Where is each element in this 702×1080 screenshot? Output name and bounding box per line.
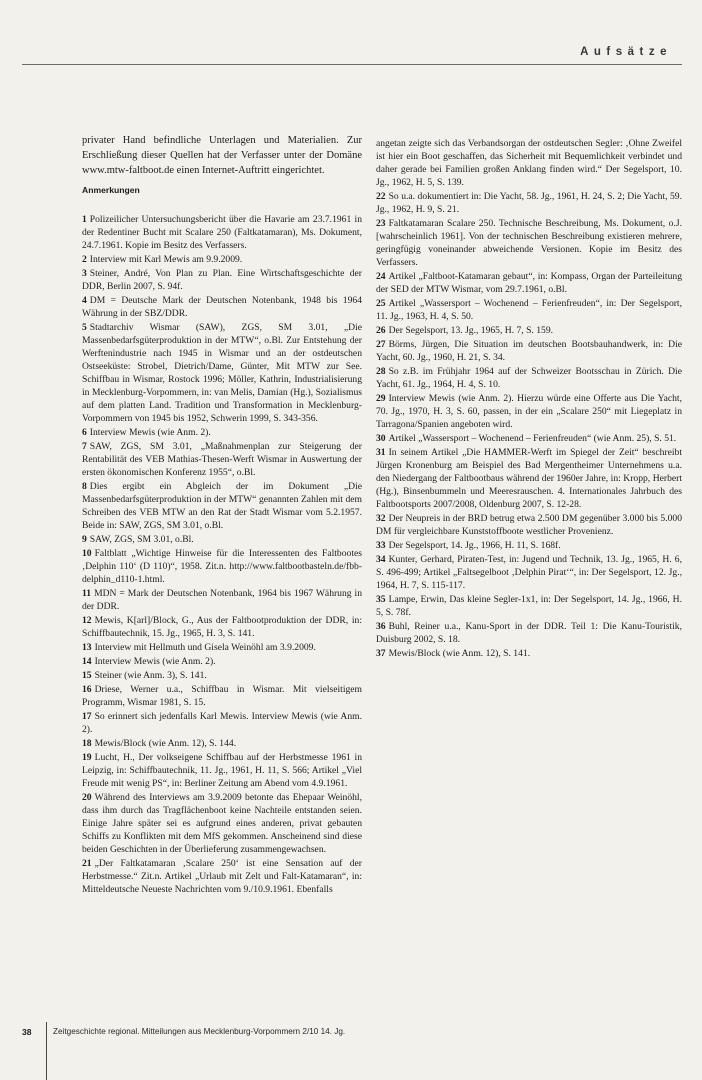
footnote-number: 22 xyxy=(376,191,386,202)
footnote xyxy=(376,190,682,216)
footnote xyxy=(376,539,682,552)
footnote-number: 26 xyxy=(376,325,386,336)
footnote-text: Der Neupreis in der BRD betrug etwa 2.500 DM gegenüber 3.000 bis 5.000 DM für vergleichbare Kunststoffboote westlicher Provenienz. xyxy=(376,513,682,537)
footnote xyxy=(82,614,362,640)
footnote xyxy=(82,683,362,709)
footnote-text: Buhl, Reiner u.a., Kanu-Sport in der DDR. Teil 1: Die Kanu-Touristik, Duisburg 2002, S. 18. xyxy=(376,621,682,645)
footnote xyxy=(376,392,682,431)
notes-list-left xyxy=(82,213,362,896)
footnote-number: 15 xyxy=(82,670,92,682)
footnote xyxy=(82,641,362,654)
footnote-number: 14 xyxy=(82,656,92,668)
footnote-number: 28 xyxy=(376,366,386,377)
footnote-number: 33 xyxy=(376,540,386,551)
footnote-text: Steiner (wie Anm. 3), S. 141. xyxy=(94,670,207,682)
footnote-text: Der Segelsport, 14. Jg., 1966, H. 11, S. 168f. xyxy=(388,540,561,551)
footnote-text: Faltkatamaran Scalare 250. Technische Beschreibung, Ms. Dokument, o.J. [wahrscheinlich 1961]. Von der technischen Beschreibung existieren mehrere, geringfügig voneinander abweichende Versionen. Kopie im Besitz des Verfassers. xyxy=(376,218,682,268)
footnote-number: 20 xyxy=(82,792,92,804)
right-column xyxy=(376,137,682,661)
footnote xyxy=(82,737,362,750)
footnote-text: Steiner, André, Von Plan zu Plan. Eine Wirtschaftsgeschichte der DDR, Berlin 2007, S. 94f. xyxy=(82,268,362,293)
footnote-text: „Der Faltkatamaran ‚Scalare 250‘ ist eine Sensation auf der Herbstmesse.“ Zit.n. Artikel „Urlaub mit Zelt und Falt-Katamaran“, in: Mitteldeutsche Neueste Nachrichten vom 9./10.9.1961. Ebenfalls xyxy=(82,858,362,896)
footnote xyxy=(376,620,682,646)
footnote-text: DM = Deutsche Mark der Deutschen Notenbank, 1948 bis 1964 Währung in der SBZ/DDR. xyxy=(82,295,362,320)
footnote-text: So u.a. dokumentiert in: Die Yacht, 58. Jg., 1961, H. 24, S. 2; Die Yacht, 59. Jg., 1962, H. 9, S. 21. xyxy=(376,191,682,215)
footnote-number: 10 xyxy=(82,548,92,560)
footnote-text: Lucht, H., Der volkseigene Schiffbau auf der Herbstmesse 1961 in Leipzig, in: Schiffbautechnik, 11. Jg., 1961, H. 11, S. 566; Artikel „Viel Freude mit wenig PS“, in: Berliner Zeitung am Abend vom 4.9.1961. xyxy=(82,752,362,790)
footnote xyxy=(376,512,682,538)
footnote-text: Während des Interviews am 3.9.2009 betonte das Ehepaar Weinöhl, dass ihm durch das Tragflächenboot keine Nachteile entstanden seien. Einige Jahre später sei es aufgrund eines anderen, privat gebauten Schiffs zu Konflikten mit dem MfS gekommen. Anscheinend sind diese beiden Geschichten in der Überlieferung zusammengewachsen. xyxy=(82,792,362,856)
note-continuation: angetan zeigte sich das Verbandsorgan der ostdeutschen Segler: ‚Ohne Zweifel ist hier ein Boot geschaffen, das Sicherheit mit Bequemlichkeit verbindet und daher gerade bei Familien großen Anklang finden wird.“ Der Segelsport, 10. Jg., 1962, H. 5, S. 139. xyxy=(376,138,682,188)
footnote xyxy=(376,324,682,337)
footnote-text: Interview mit Karl Mewis am 9.9.2009. xyxy=(89,254,243,266)
footnote-number: 2 xyxy=(82,254,87,266)
footnote xyxy=(82,710,362,736)
footnote-text: Interview mit Hellmuth und Gisela Weinöhl am 3.9.2009. xyxy=(94,642,316,654)
footnote xyxy=(82,669,362,682)
footnote-number: 34 xyxy=(376,554,386,565)
footnote-number: 24 xyxy=(376,271,386,282)
footnote xyxy=(82,791,362,856)
footnote-number: 31 xyxy=(376,447,386,458)
footnote xyxy=(376,365,682,391)
footnote-number: 9 xyxy=(82,534,87,546)
footnote xyxy=(82,480,362,532)
footnote-number: 25 xyxy=(376,298,386,309)
footnote-number: 23 xyxy=(376,218,386,229)
footnote-text: SAW, ZGS, SM 3.01, „Maßnahmenplan zur Steigerung der Rentabilität des VEB Mathias-Thesen-Werft Wismar in Auswertung der ersten ökonomischen Konferenz 1955“, o.Bl. xyxy=(82,441,362,479)
footnote xyxy=(82,547,362,586)
footnote xyxy=(376,446,682,511)
footnote-number: 19 xyxy=(82,752,92,764)
footnote xyxy=(82,426,362,439)
footnote-text: Mewis/Block (wie Anm. 12), S. 141. xyxy=(388,648,531,659)
footnote xyxy=(82,587,362,613)
footnote-text: MDN = Mark der Deutschen Notenbank, 1964 bis 1967 Währung in der DDR. xyxy=(82,588,362,613)
footnote xyxy=(376,338,682,364)
footnote-text: Dies ergibt ein Abgleich der im Dokument „Die Massenbedarfsgüterproduktion in der MTW“ genannten Zahlen mit dem Schreiben des VEB MTW an den Rat der Stadt Wismar vom 5.2.1957. Beide in: SAW, ZGS, SM 3.01, o.Bl. xyxy=(82,481,362,532)
footnote-number: 5 xyxy=(82,322,87,334)
footnote xyxy=(82,321,362,425)
footnote-number: 32 xyxy=(376,513,386,524)
footnote-text: Stadtarchiv Wismar (SAW), ZGS, SM 3.01, „Die Massenbedarfsgüterproduktion in der MTW“, o.Bl. Zur Entstehung der Werftenindustrie nach 1945 in Wismar und an der ostdeutschen Ostseeküste: Strobel, Dietrich/Dame, Günter, Mit MTW zur See. Schiffbau in Wismar, Rostock 1996; Möller, Kathrin, Industrialisierung in Mecklenburg-Vorpommern, in: van Melis, Damian (Hg.), Sozialismus auf dem platten Land. Tradition und Transformation in Mecklenburg-Vorpommern von 1945 bis 1952, Schwerin 1999, S. 343-356. xyxy=(82,322,362,425)
footnote-text: Artikel „Wassersport – Wochenend – Ferienfreuden“, in: Der Segelsport, 11. Jg., 1963, H. 4, S. 50. xyxy=(376,298,682,322)
footnote-text: Artikel „Faltboot-Katamaran gebaut“, in: Kompass, Organ der Parteileitung der SED der MTW Wismar, vom 29.7.1961, o.Bl. xyxy=(376,271,682,295)
footnote-number: 13 xyxy=(82,642,92,654)
footnote xyxy=(82,533,362,546)
footnote xyxy=(376,270,682,296)
footnote-number: 27 xyxy=(376,339,386,350)
footnote xyxy=(82,655,362,668)
footnote xyxy=(376,647,682,660)
notes-list-right xyxy=(376,190,682,660)
footnote-text: Driese, Werner u.a., Schiffbau in Wismar. Mit vielseitigem Programm, Wismar 1981, S. 15. xyxy=(82,684,362,709)
section-header: Aufsätze xyxy=(580,46,672,58)
footnote-text: Mewis/Block (wie Anm. 12), S. 144. xyxy=(94,738,237,750)
footnote-text: Faltblatt „Wichtige Hinweise für die Interessenten des Faltbootes ‚Delphin 110‘ (D 110)“, 1958. Zit.n. http://www.faltbootbasteln.de/fbb-delphin_d110-1.html. xyxy=(82,548,362,586)
footnote xyxy=(82,751,362,790)
footnote xyxy=(376,217,682,269)
footnote-text: Artikel „Wassersport – Wochenend – Ferienfreuden“ (wie Anm. 25), S. 51. xyxy=(388,433,677,444)
footnote-number: 35 xyxy=(376,594,386,605)
footnote-text: Lampe, Erwin, Das kleine Segler-1x1, in: Der Segelsport, 14. Jg., 1966, H. 5, S. 78f. xyxy=(376,594,682,618)
footnote-number: 8 xyxy=(82,481,87,493)
footnote-number: 11 xyxy=(82,588,92,600)
footnote-text: In seinem Artikel „Die HAMMER-Werft im Spiegel der Zeit“ beschreibt Jürgen Kronenburg am Beispiel des Bad Mergentheimer Unternehmens u.a. den Niedergang der Faltbootbaus während der 1960er Jahre, in: Kropp, Herbert (Hg.), Binsenbummeln und Meeresrauschen. 4. Internationales Jahrbuch des Faltbootsports 2007/2008, Oldenburg 2007, S. 12-28. xyxy=(376,447,682,510)
notes-heading: Anmerkungen xyxy=(82,185,140,196)
footnote-number: 18 xyxy=(82,738,92,750)
footnote-number: 37 xyxy=(376,648,386,659)
footnote-number: 1 xyxy=(82,214,87,226)
footnote xyxy=(82,267,362,293)
footnote-text: So z.B. im Frühjahr 1964 auf der Schweizer Bootsschau in Zürich. Die Yacht, 61. Jg., 1964, H. 4, S. 10. xyxy=(376,366,682,390)
footnote xyxy=(376,297,682,323)
footnote-text: SAW, ZGS, SM 3.01, o.Bl. xyxy=(89,534,194,546)
footnote-number: 29 xyxy=(376,393,386,404)
footnote xyxy=(82,253,362,266)
footnote-number: 6 xyxy=(82,427,87,439)
footnote xyxy=(82,857,362,896)
footnote xyxy=(376,593,682,619)
footnote-text: Polizeilicher Untersuchungsbericht über die Havarie am 23.7.1961 in der Redentiner Bucht mit Scalare 250 (Faltkatamaran), Ms. Dokument, 24.7.1961. Kopie im Besitz des Verfassers. xyxy=(82,214,362,252)
footnote xyxy=(82,294,362,320)
page-number: 38 xyxy=(22,1027,32,1037)
footnote-text: Interview Mewis (wie Anm. 2). xyxy=(89,427,211,439)
footnote xyxy=(376,553,682,592)
footnote-number: 12 xyxy=(82,615,92,627)
intro-paragraph: privater Hand befindliche Unterlagen und Materialien. Zur Erschließung dieser Quellen hat der Verfasser unter der Domäne www.mtw-faltboot.de einen Internet-Auftritt eingerichtet. xyxy=(82,135,362,176)
footnote-text: Der Segelsport, 13. Jg., 1965, H. 7, S. 159. xyxy=(388,325,554,336)
footnote xyxy=(82,213,362,252)
footnote-number: 30 xyxy=(376,433,386,444)
footnote-number: 4 xyxy=(82,295,87,307)
left-column xyxy=(82,134,362,897)
footnote-text: Kunter, Gerhard, Piraten-Test, in: Jugend und Technik, 13. Jg., 1965, H. 6, S. 496-499; Artikel „Faltsegelboot ‚Delphin Pirat‘“, in: Der Segelsport, 12. Jg., 1964, H. 7, S. 115-117. xyxy=(376,554,682,591)
footnote xyxy=(82,440,362,479)
footnote-number: 17 xyxy=(82,711,92,723)
header-rule xyxy=(22,64,682,65)
footnote-number: 7 xyxy=(82,441,87,453)
footnote-text: So erinnert sich jedenfalls Karl Mewis. Interview Mewis (wie Anm. 2). xyxy=(82,711,362,736)
footnote-text: Mewis, K[arl]/Block, G., Aus der Faltbootproduktion der DDR, in: Schiffbautechnik, 15. Jg., 1965, H. 3, S. 141. xyxy=(82,615,362,640)
footnote xyxy=(376,432,682,445)
footnote-number: 36 xyxy=(376,621,386,632)
footnote-number: 21 xyxy=(82,858,92,870)
footnote-text: Börms, Jürgen, Die Situation im deutschen Bootsbauhandwerk, in: Die Yacht, 60. Jg., 1960, H. 21, S. 34. xyxy=(376,339,682,363)
footer-rule xyxy=(46,1022,47,1080)
footnote-number: 16 xyxy=(82,684,92,696)
footnote-number: 3 xyxy=(82,268,87,280)
footnote-text: Interview Mewis (wie Anm. 2). xyxy=(94,656,216,668)
journal-footer: Zeitgeschichte regional. Mitteilungen aus Mecklenburg-Vorpommern 2/10 14. Jg. xyxy=(53,1027,346,1036)
footnote-text: Interview Mewis (wie Anm. 2). Hierzu würde eine Offerte aus Die Yacht, 70. Jg., 1970, H. 3, S. 60, passen, in der ein „Scalare 250“ mit Liegeplatz in Tarragona/Spanien angeboten wird. xyxy=(376,393,682,430)
